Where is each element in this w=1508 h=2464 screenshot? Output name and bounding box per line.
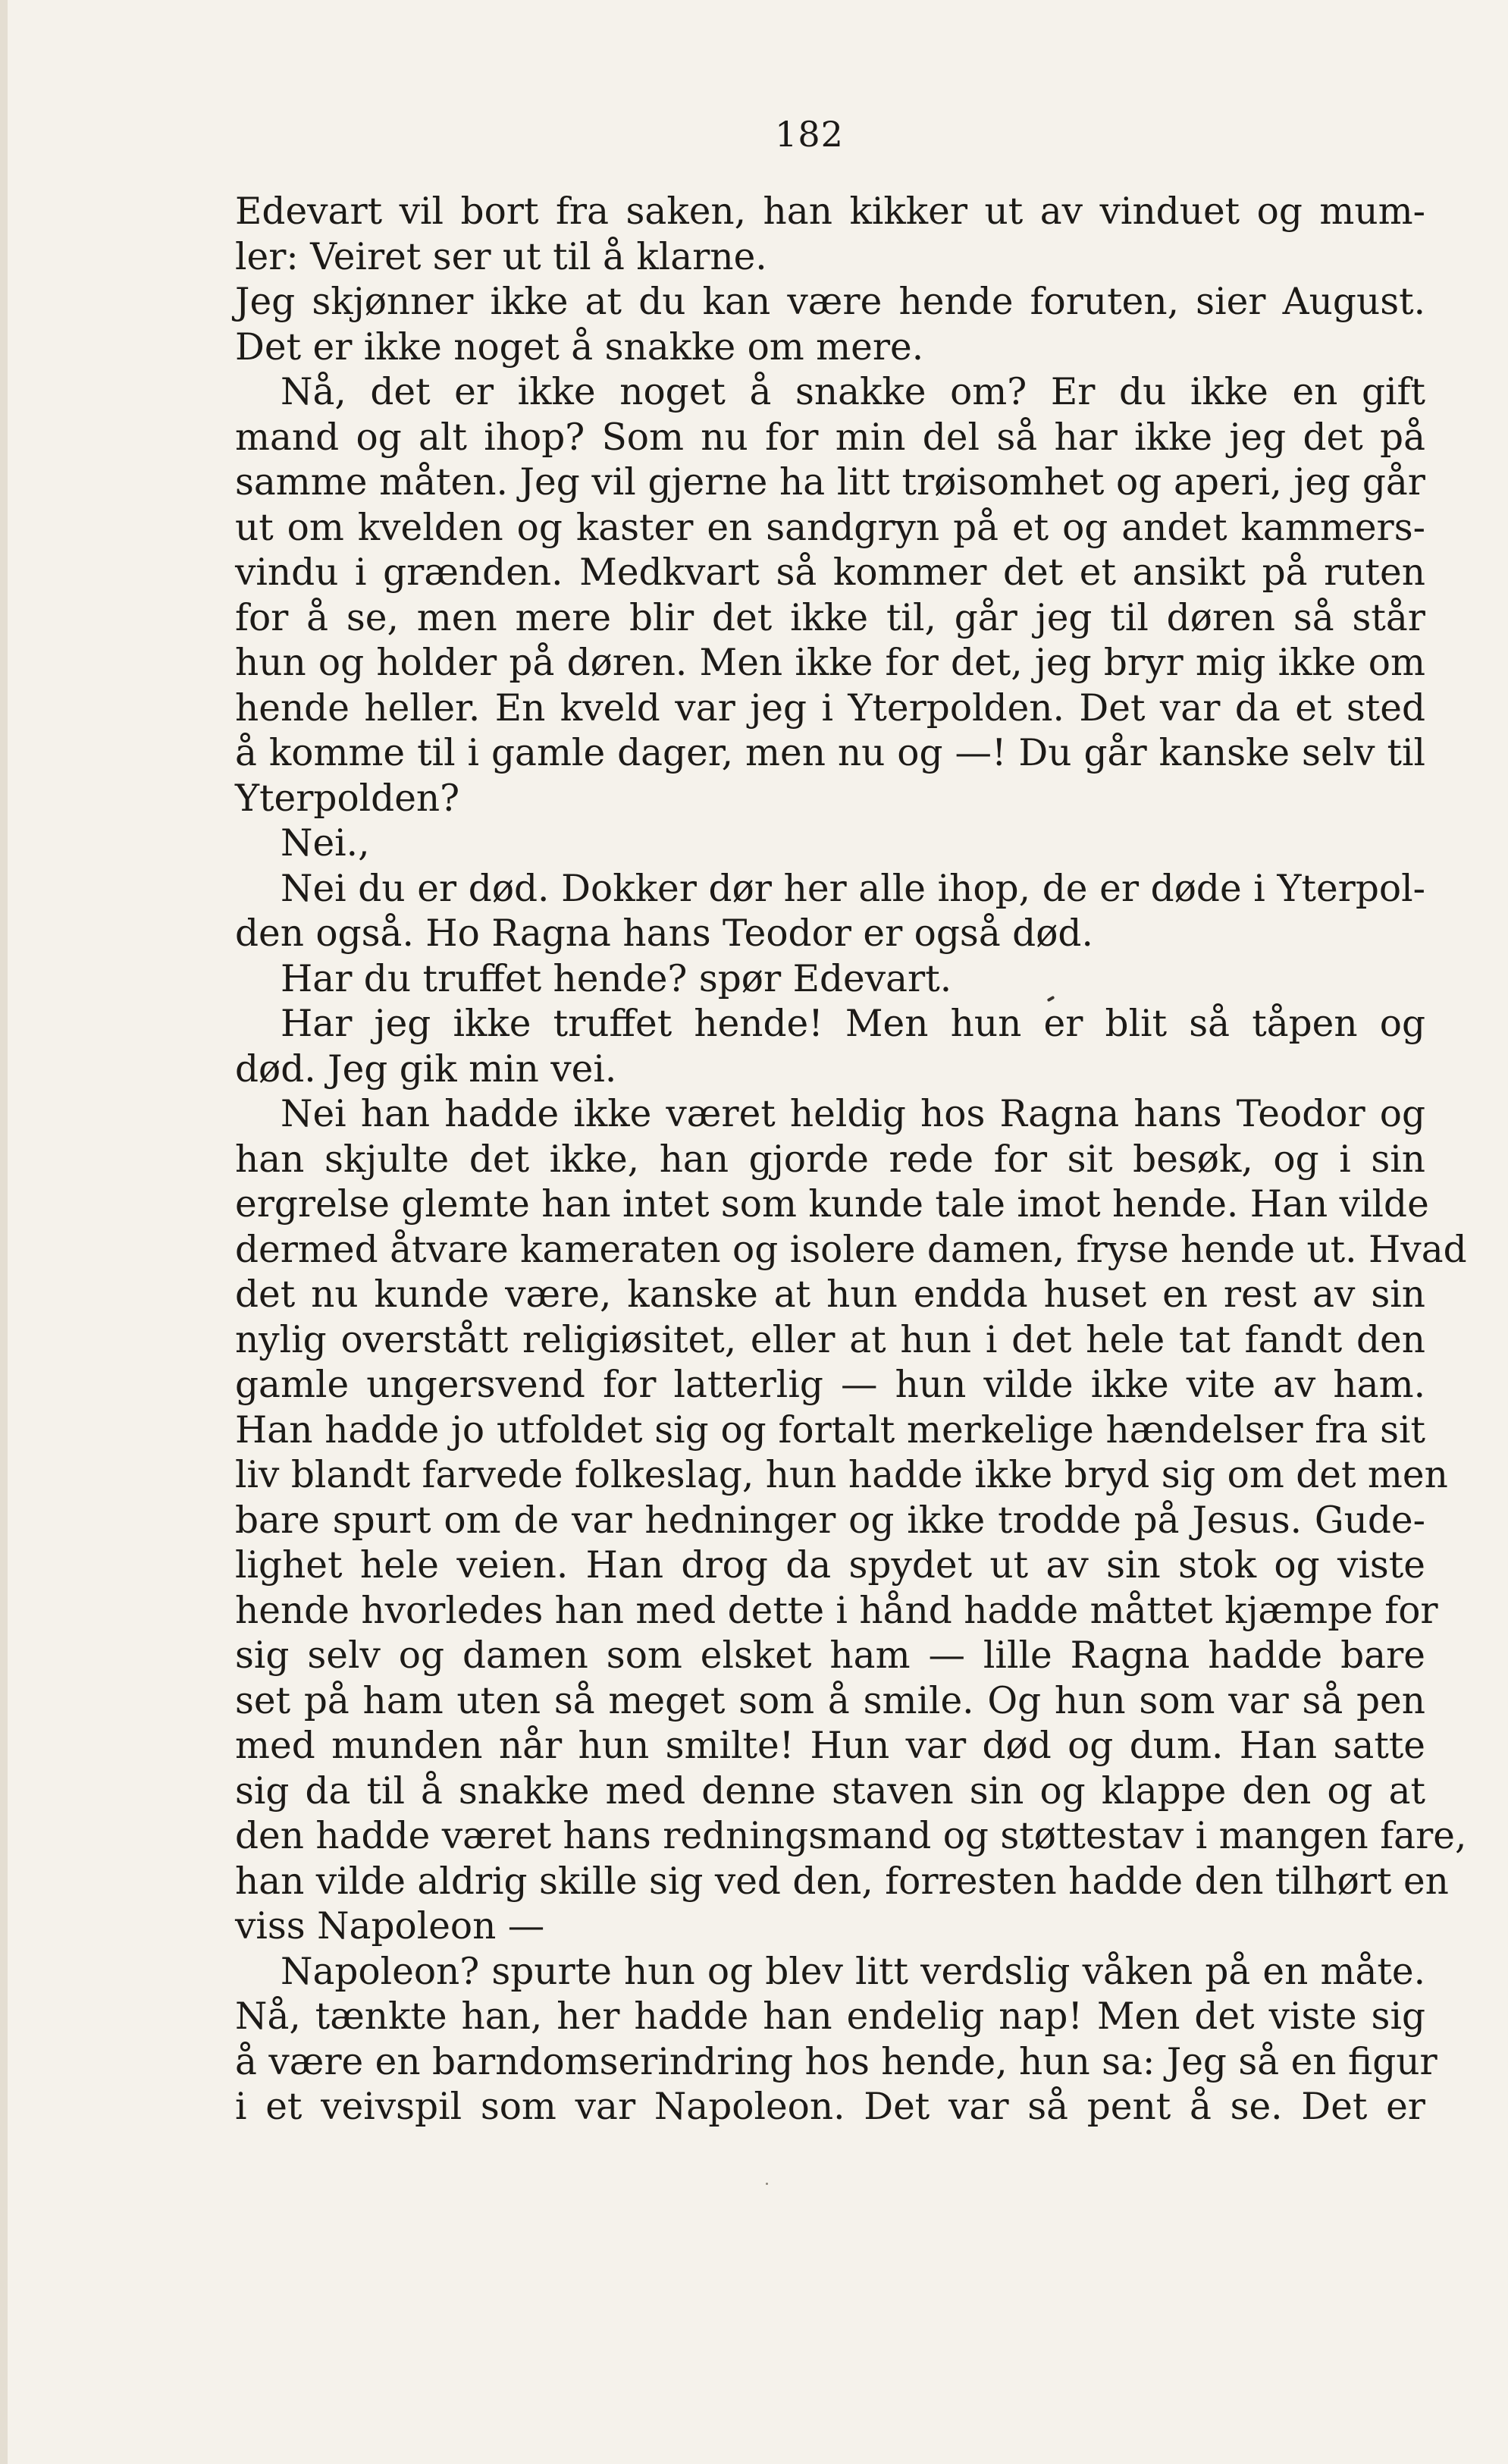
text-line: sig selv og damen som elsket ham — lille Ragna hadde bare <box>235 1634 1425 1677</box>
text-line: Det er ikke noget å snakke om mere. <box>235 325 924 369</box>
body-text <box>235 190 1467 2130</box>
text-line: hende hvorledes han med dette i hånd hadde måttet kjæmpe for <box>235 1589 1438 1632</box>
text-line: Yterpolden? <box>235 777 460 820</box>
text-line: sig da til å snakke med denne staven sin og klappe den og at <box>235 1769 1425 1813</box>
text-line: vindu i grænden. Medkvart så kommer det et ansikt på ruten <box>235 551 1425 594</box>
text-line: med munden når hun smilte! Hun var død og dum. Han satte <box>235 1725 1425 1767</box>
text-line: dermed åtvare kameraten og isolere damen, fryse hende ut. Hvad <box>235 1228 1467 1271</box>
text-line: viss Napoleon — <box>235 1905 545 1948</box>
text-line: ut om kvelden og kaster en sandgryn på et og andet kammers- <box>235 506 1425 549</box>
text-line: samme måten. Jeg vil gjerne ha litt trøisomhet og aperi, jeg går <box>235 461 1425 504</box>
text-line: Har jeg ikke truffet hende! Men hun er blit så tåpen og <box>281 1003 1425 1045</box>
text-line: lighet hele veien. Han drog da spydet ut av sin stok og viste <box>235 1544 1425 1587</box>
text-line: mand og alt ihop? Som nu for min del så har ikke jeg det på <box>235 416 1425 459</box>
text-line: gamle ungersvend for latterlig — hun vilde ikke vite av ham. <box>235 1364 1425 1406</box>
text-line: Nei du er død. Dokker dør her alle ihop, de er døde i Yterpol- <box>281 867 1425 910</box>
text-line: Nei han hadde ikke været heldig hos Ragna hans Teodor og <box>281 1093 1425 1135</box>
text-line: Han hadde jo utfoldet sig og fortalt merkelige hændelser fra sit <box>235 1408 1425 1452</box>
text-line: død. Jeg gik min vei. <box>235 1047 617 1091</box>
text-line: det nu kunde være, kanske at hun endda huset en rest av sin <box>235 1273 1425 1316</box>
text-line: han skjulte det ikke, han gjorde rede for sit besøk, og i sin <box>235 1138 1425 1181</box>
text-line: hun og holder på døren. Men ikke for det, jeg bryr mig ikke om <box>235 642 1425 684</box>
text-line: Edevart vil bort fra saken, han kikker ut av vinduet og mum- <box>235 190 1425 233</box>
text-line: han vilde aldrig skille sig ved den, forresten hadde den tilhørt en <box>235 1860 1449 1903</box>
text-line: bare spurt om de var hedninger og ikke trodde på Jesus. Gude- <box>235 1499 1425 1542</box>
text-line: nylig overstått religiøsitet, eller at hun i det hele tat fandt den <box>235 1318 1425 1361</box>
text-line: i et veivspil som var Napoleon. Det var så pent å se. Det er <box>235 2086 1425 2128</box>
text-line: Nå, det er ikke noget å snakke om? Er du ikke en gift <box>281 371 1425 413</box>
text-line: set på ham uten så meget som å smile. Og hun som var så pen <box>235 1679 1425 1722</box>
text-line: den også. Ho Ragna hans Teodor er også død. <box>235 912 1093 955</box>
text-line: å være en barndomserindring hos hende, hun sa: Jeg så en figur <box>235 2040 1437 2083</box>
text-line: for å se, men mere blir det ikke til, går jeg til døren så står <box>235 596 1425 639</box>
text-line: Jeg skjønner ikke at du kan være hende foruten, sier August. <box>235 281 1425 323</box>
text-line: Har du truffet hende? spør Edevart. <box>281 957 952 1000</box>
text-line: den hadde været hans redningsmand og støttestav i mangen fare, <box>235 1815 1467 1857</box>
text-line: ler: Veiret ser ut til å klarne. <box>235 235 767 278</box>
text-line: hende heller. En kveld var jeg i Yterpolden. Det var da et sted <box>235 686 1425 730</box>
text-line: Nei., <box>281 822 370 865</box>
text-line: Nå, tænkte han, her hadde han endelig nap! Men det viste sig <box>235 1995 1425 2038</box>
page-number: 182 <box>775 114 844 155</box>
text-line: Napoleon? spurte hun og blev litt verdslig våken på en måte. <box>281 1950 1425 1993</box>
ink-speck <box>766 2183 768 2185</box>
text-line: å komme til i gamle dager, men nu og —! Du går kanske selv til <box>235 732 1425 774</box>
text-line: ergrelse glemte han intet som kunde tale imot hende. Han vilde <box>235 1183 1429 1226</box>
text-line: liv blandt farvede folkeslag, hun hadde ikke bryd sig om det men <box>235 1454 1448 1496</box>
